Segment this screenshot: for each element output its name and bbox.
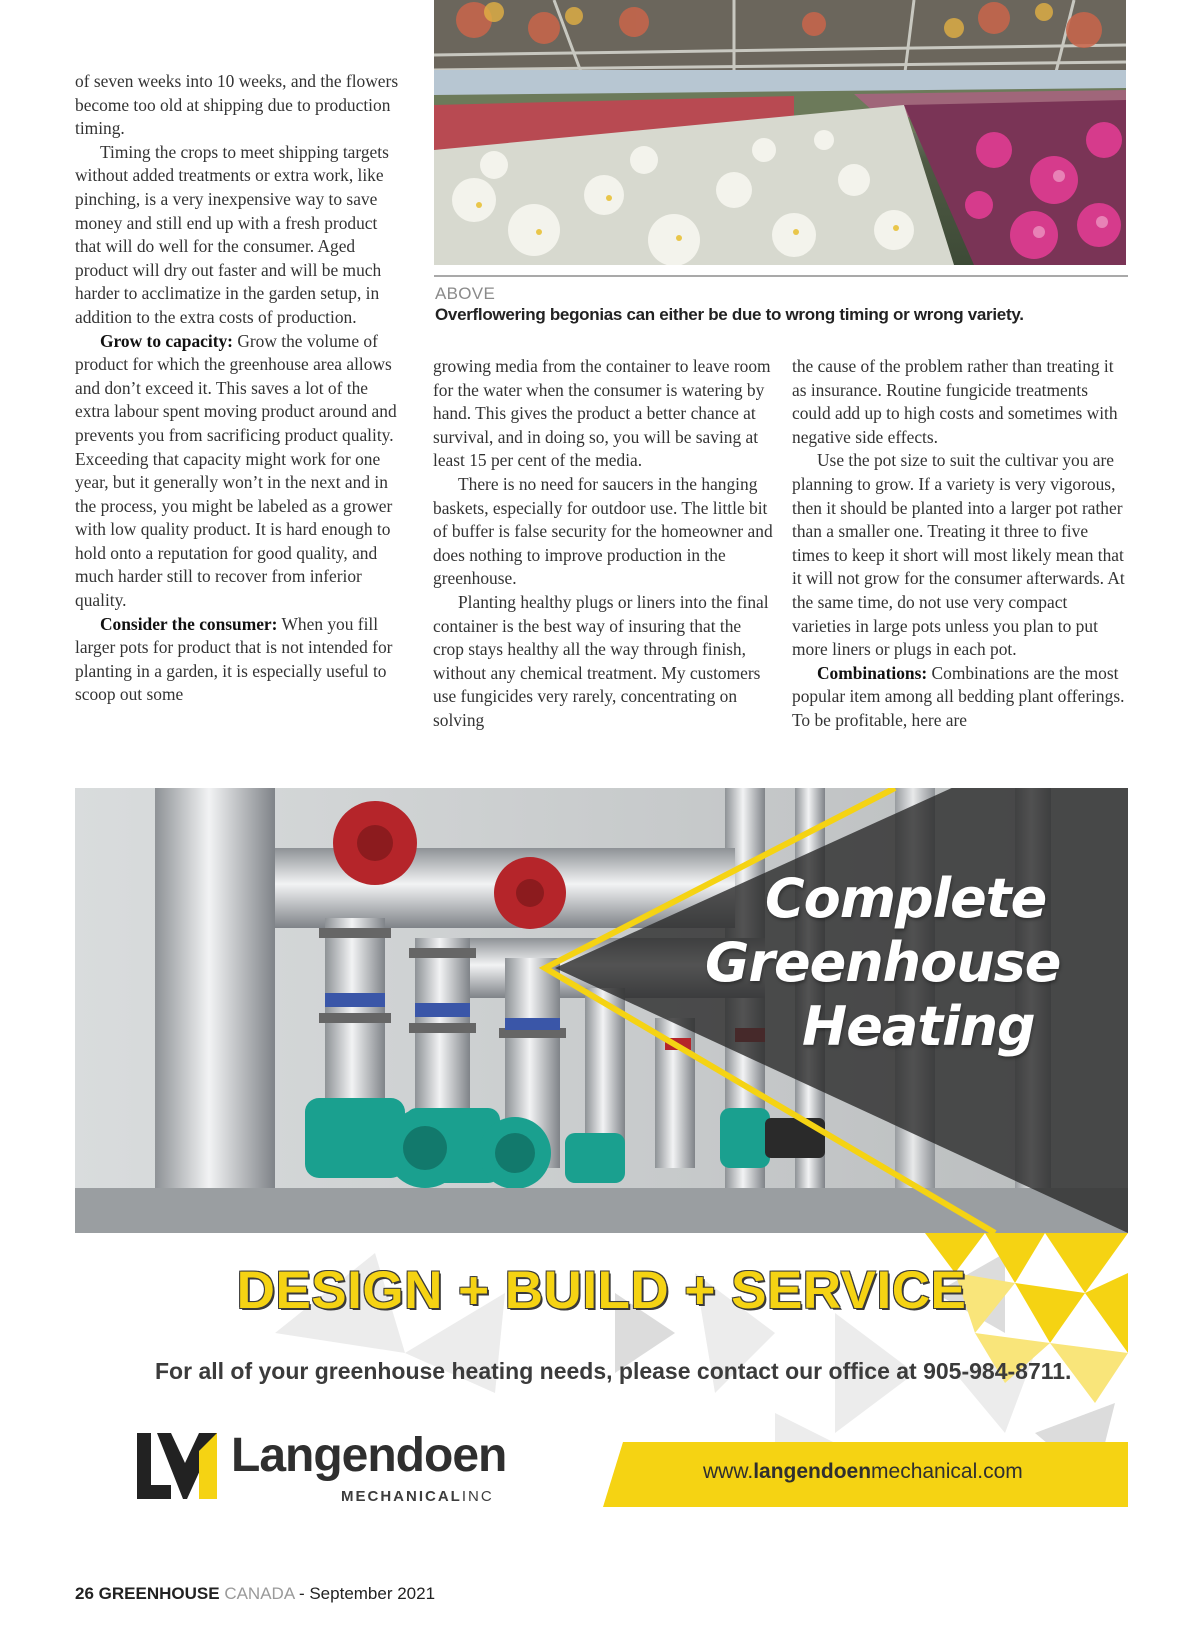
- langendoen-advertisement[interactable]: [75, 788, 1128, 1540]
- begonia-greenhouse-photo: [434, 0, 1126, 265]
- page-number: 26: [75, 1584, 94, 1603]
- caption-label: ABOVE: [435, 284, 496, 303]
- caption-text: Overflowering begonias can either be due to wrong timing or wrong variety.: [435, 305, 1024, 324]
- paragraph: [75, 330, 403, 613]
- magazine-name-light: CANADA: [224, 1584, 295, 1603]
- subhead: Consider the consumer:: [100, 613, 278, 634]
- headline-line: Greenhouse: [705, 931, 1061, 994]
- paragraph: the cause of the problem rather than treating it as insurance. Routine fungicide treatments could add up to high costs and sometimes with negative side effects.: [792, 356, 1118, 447]
- article-column-3: [792, 355, 1127, 733]
- paragraph: growing media from the container to leave room for the water when the consumer is watering by hand. This gives the product a better chance at survival, and in doing so, you will be saving at least 15 per cent of the media.: [433, 356, 771, 471]
- ad-tagline: DESIGN + BUILD + SERVICE: [236, 1261, 967, 1320]
- website-link[interactable]: [703, 1460, 1023, 1484]
- caption-rule: [434, 275, 1128, 277]
- page-footer: [75, 1584, 435, 1604]
- article-column-1: [75, 70, 403, 707]
- subhead: Combinations:: [817, 662, 928, 683]
- article-column-2: [433, 355, 773, 733]
- subhead: Grow to capacity:: [100, 330, 233, 351]
- url-prefix: www.: [703, 1460, 754, 1483]
- paragraph-text: Combinations are the most popular item among all bedding plant offerings. To be profitable, here are: [792, 662, 1125, 730]
- headline-line: Complete: [765, 867, 1047, 930]
- ad-contact-text: For all of your greenhouse heating needs, please contact our office at 905-984-8711.: [155, 1358, 1072, 1384]
- photo-illustration: [434, 0, 1126, 265]
- brand-name: Langendoen: [231, 1429, 507, 1482]
- url-bold: langendoen: [753, 1460, 872, 1483]
- issue-date: - September 2021: [294, 1584, 436, 1603]
- headline-line: Heating: [802, 995, 1035, 1058]
- brand-sub-inc: INC: [461, 1488, 494, 1505]
- brand-sub-main: MECHANICAL: [341, 1488, 462, 1505]
- brand-subtitle: [341, 1488, 494, 1505]
- paragraph-text: When you fill larger pots for product that is not intended for planting in a garden, it is especially useful to scoop out some: [75, 613, 393, 705]
- paragraph: [75, 613, 403, 707]
- url-suffix: mechanical.com: [871, 1460, 1023, 1483]
- lm-logo-icon: [137, 1433, 217, 1499]
- paragraph: Planting healthy plugs or liners into the final container is the best way of insuring that the crop stays healthy all the way through finish, without any chemical treatment. My customers use fungicides very rarely, concentrating on solving: [433, 591, 769, 730]
- paragraph: There is no need for saucers in the hanging baskets, especially for outdoor use. The little bit of buffer is false security for the homeowner and does nothing to improve production in the greenhouse.: [433, 473, 773, 589]
- paragraph: [792, 662, 1127, 733]
- magazine-name: GREENHOUSE: [98, 1584, 220, 1603]
- ad-headline: [75, 788, 1128, 1233]
- paragraph: Timing the crops to meet shipping targets without added treatments or extra work, like pinching, is a very inexpensive way to save money and still end up with a fresh product that will do well for the consumer. Aged product will dry out faster and will be much harder to acclimatize in the garden setup, in addition to the extra costs of production.: [75, 141, 389, 327]
- paragraph-text: Grow the volume of product for which the greenhouse area allows and don’t exceed it. This saves a lot of the extra labour spent moving product around and prevents you from sacrificing product quality. Exceeding that capacity might work for one year, but it generally won’t in the next and in the process, you might be labeled as a grower with low quality product. It is hard enough to hold onto a reputation for good quality, and much harder still to recover from inferior quality.: [75, 330, 397, 611]
- paragraph: of seven weeks into 10 weeks, and the flowers become too old at shipping due to production timing.: [75, 71, 399, 139]
- paragraph: Use the pot size to suit the cultivar you are planning to grow. If a variety is very vigorous, then it should be planted into a larger pot rather than a smaller one. Treating it three to five times to keep it short will most likely mean that it will not grow for the consumer afterwards. At the same time, do not use very compact varieties in large pots unless you plan to put more liners or plugs in each pot.: [792, 450, 1125, 660]
